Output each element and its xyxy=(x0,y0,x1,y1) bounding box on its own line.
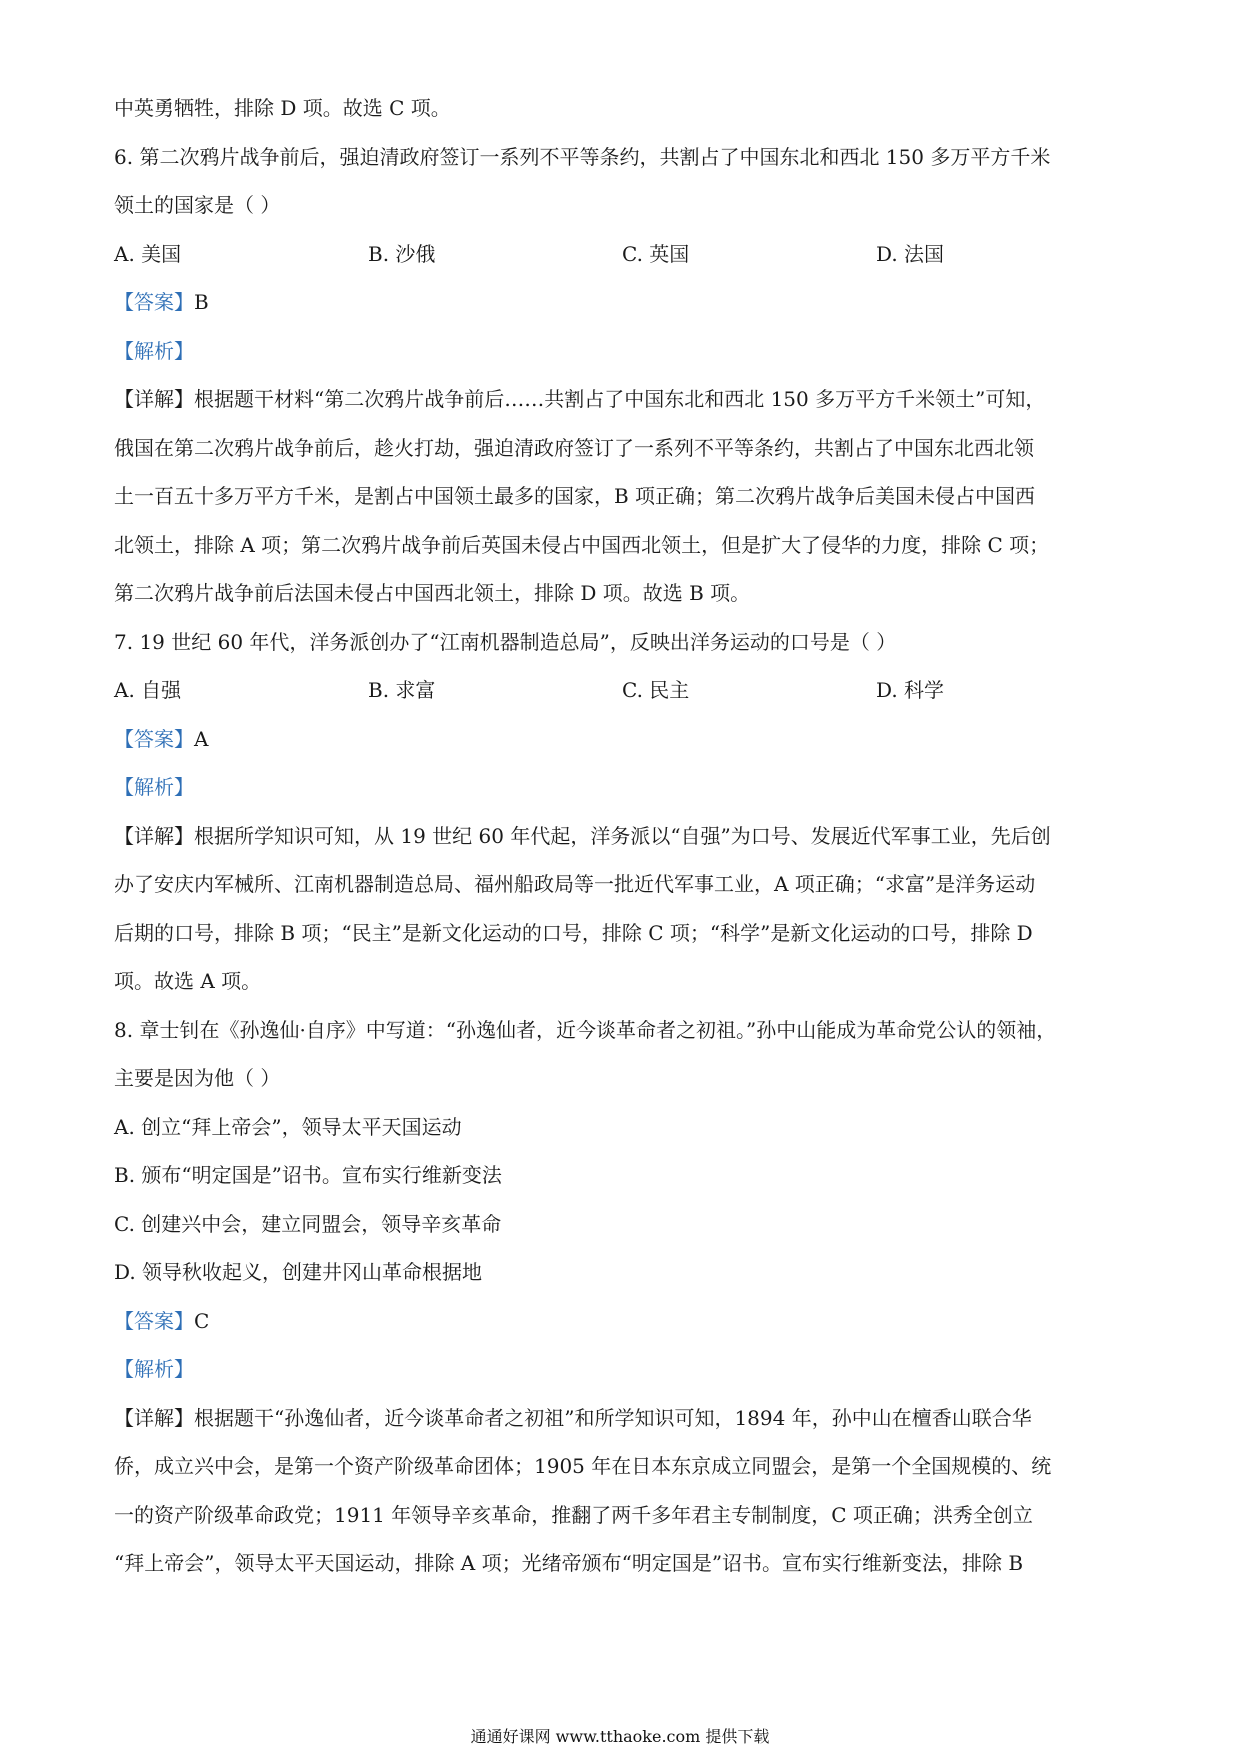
option-a: A. 美国 xyxy=(114,241,182,266)
option-d: D. 法国 xyxy=(876,241,945,266)
analysis-line xyxy=(114,339,1134,363)
option-c: C. 创建兴中会，建立同盟会，领导辛亥革命 xyxy=(114,1211,502,1236)
analysis-tag: 【解析】 xyxy=(114,338,194,363)
analysis-tag: 【解析】 xyxy=(114,1357,194,1381)
option-c: C. 民主 xyxy=(622,678,690,702)
answer-tag: 【答案】 xyxy=(114,1308,194,1333)
option-b: B. 颁布“明定国是”诏书。宣布实行维新变法 xyxy=(114,1163,502,1187)
question-stem-line: 领土的国家是（ ） xyxy=(114,193,281,217)
option-a: A. 创立“拜上帝会”，领导太平天国运动 xyxy=(114,1114,462,1139)
option-b: B. 沙俄 xyxy=(368,241,436,266)
answer-tag: 【答案】 xyxy=(114,290,194,314)
detail-line: 办了安庆内军械所、江南机器制造总局、福州船政局等一批近代军事工业，A 项正确；“求富”是洋务运动 xyxy=(114,872,1036,896)
question-7 xyxy=(114,630,1134,994)
detail-text: 根据题干“孙逸仙者，近今谈革命者之初祖”和所学知识可知，1894 年，孙中山在檀香山联合华 xyxy=(194,1405,1032,1430)
detail-text: 根据题干材料“第二次鸦片战争前后……共割占了中国东北和西北 150 多万平方千米领土”可知， xyxy=(194,387,1046,411)
detail-line: 北领土，排除 A 项；第二次鸦片战争前后英国未侵占中国西北领土，但是扩大了侵华的力度，排除 C 项； xyxy=(114,532,1050,557)
detail-line: 一的资产阶级革命政党；1911 年领导辛亥革命，推翻了两千多年君主专制制度，C 项正确；洪秀全创立 xyxy=(114,1502,1033,1527)
detail-line xyxy=(114,1406,1134,1430)
detail-line: 项。故选 A 项。 xyxy=(114,969,262,993)
detail-line xyxy=(114,824,1134,848)
detail-line xyxy=(114,387,1134,411)
page-footer: 通通好课网 www.tthaoke.com 提供下载 xyxy=(470,1727,770,1746)
question-8 xyxy=(114,1018,1134,1576)
question-6 xyxy=(114,145,1134,606)
options-row xyxy=(114,678,1134,702)
detail-line: 后期的口号，排除 B 项；“民主”是新文化运动的口号，排除 C 项；“科学”是新文化运动的口号，排除 D xyxy=(114,920,1033,945)
analysis-line xyxy=(114,775,1134,799)
detail-line: 第二次鸦片战争前后法国未侵占中国西北领土，排除 D 项。故选 B 项。 xyxy=(114,581,751,605)
answer-value: A xyxy=(194,726,209,751)
question-stem-line: 8. 章士钊在《孙逸仙·自序》中写道：“孙逸仙者，近今谈革命者之初祖。”孙中山能成为革命党公认的领袖， xyxy=(114,1017,1057,1042)
answer-line xyxy=(114,290,1134,314)
answer-value: B xyxy=(194,290,209,314)
answer-line xyxy=(114,1309,1134,1333)
detail-line: “拜上帝会”，领导太平天国运动，排除 A 项；光绪帝颁布“明定国是”诏书。宣布实行维新变法，排除 B xyxy=(114,1551,1024,1575)
question-stem-line: 6. 第二次鸦片战争前后，强迫清政府签订一系列不平等条约，共割占了中国东北和西北 150 多万平方千米 xyxy=(114,144,1051,169)
option-b: B. 求富 xyxy=(368,678,436,702)
option-a: A. 自强 xyxy=(114,678,182,702)
analysis-tag: 【解析】 xyxy=(114,775,194,799)
question-stem-line: 主要是因为他（ ） xyxy=(114,1066,281,1090)
detail-tag: 【详解】 xyxy=(114,387,194,411)
detail-tag: 【详解】 xyxy=(114,1405,194,1430)
option-d: D. 科学 xyxy=(876,678,945,702)
detail-text: 根据所学知识可知，从 19 世纪 60 年代起，洋务派以“自强”为口号、发展近代军事工业，先后创 xyxy=(194,823,1051,848)
answer-value: C xyxy=(194,1308,210,1333)
options-row xyxy=(114,242,1134,266)
answer-tag: 【答案】 xyxy=(114,726,194,751)
question-stem-line: 7. 19 世纪 60 年代，洋务派创办了“江南机器制造总局”，反映出洋务运动的口号是（ ） xyxy=(114,629,897,654)
detail-line: 土一百五十多万平方千米，是割占中国领土最多的国家，B 项正确；第二次鸦片战争后美国未侵占中国西 xyxy=(114,484,1036,508)
option-d: D. 领导秋收起义，创建井冈山革命根据地 xyxy=(114,1260,483,1284)
document-page xyxy=(114,96,1134,1600)
answer-line xyxy=(114,727,1134,751)
detail-line: 侨，成立兴中会，是第一个资产阶级革命团体；1905 年在日本东京成立同盟会，是第一个全国规模的、统 xyxy=(114,1454,1052,1478)
detail-tag: 【详解】 xyxy=(114,823,194,848)
analysis-line xyxy=(114,1357,1134,1381)
text-line: 中英勇牺牲，排除 D 项。故选 C 项。 xyxy=(114,96,451,120)
option-c: C. 英国 xyxy=(622,241,690,266)
detail-line: 俄国在第二次鸦片战争前后，趁火打劫，强迫清政府签订了一系列不平等条约，共割占了中国东北西北领 xyxy=(114,435,1034,460)
